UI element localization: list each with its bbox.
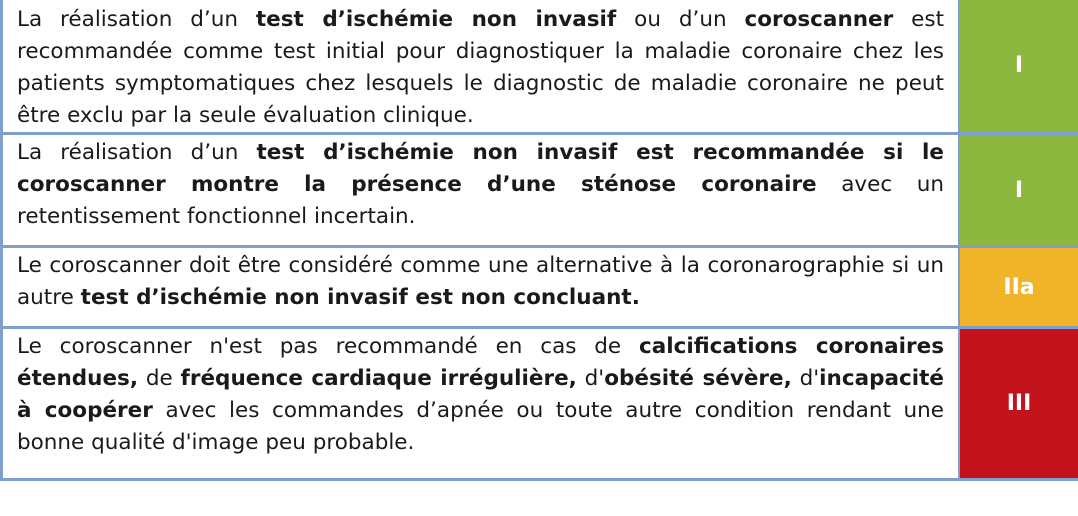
emphasis-text: test d’ischémie non invasif est recommandée si le coroscanner montre la présence d’une sténose coronaire [17, 140, 945, 197]
emphasis-text: fréquence cardiaque irrégulière, [180, 366, 577, 391]
recommendation-text [0, 245, 960, 329]
recommendation-class-badge: I [960, 0, 1078, 135]
body-text: d' [576, 366, 605, 391]
recommendation-row [0, 132, 1078, 248]
body-text: de [138, 366, 181, 391]
emphasis-text: incapacité à coopérer [17, 366, 944, 423]
body-text: avec un retentissement fonctionnel incertain. [17, 172, 944, 229]
recommendation-row [0, 326, 1078, 481]
body-text: avec les commandes d’apnée ou toute autre condition rendant une bonne qualité d'image peu probable. [17, 398, 944, 455]
recommendation-text [0, 0, 960, 135]
recommendation-class-badge: IIa [960, 245, 1078, 329]
recommendation-text [0, 326, 960, 481]
recommendation-class-badge: III [960, 326, 1078, 481]
body-text: ou d’un [616, 7, 745, 32]
body-text: d' [791, 366, 820, 391]
recommendation-text [0, 132, 960, 248]
body-text: La réalisation d’un [17, 7, 256, 32]
recommendation-row [0, 0, 1078, 135]
body-text: La réalisation d’un [17, 140, 257, 165]
body-text: est recommandée comme test initial pour diagnostiquer la maladie coronaire chez les patients symptomatiques chez lesquels le diagnostic de maladie coronaire ne peut être exclu par la seule évaluation clinique. [17, 7, 945, 128]
emphasis-text: obésité sévère, [604, 366, 792, 391]
body-text: Le coroscanner n'est pas recommandé en cas de [17, 334, 639, 359]
body-text: Le coroscanner doit être considéré comme une alternative à la coronarographie si un autre [17, 253, 944, 310]
recommendation-class-badge: I [960, 132, 1078, 248]
emphasis-text: calcifications coronaires étendues, [17, 334, 944, 391]
emphasis-text: test d’ischémie non invasif [255, 7, 617, 32]
recommendation-row [0, 245, 1078, 329]
emphasis-text: test d’ischémie non invasif est non concluant. [80, 285, 640, 310]
emphasis-text: coroscanner [744, 7, 894, 32]
